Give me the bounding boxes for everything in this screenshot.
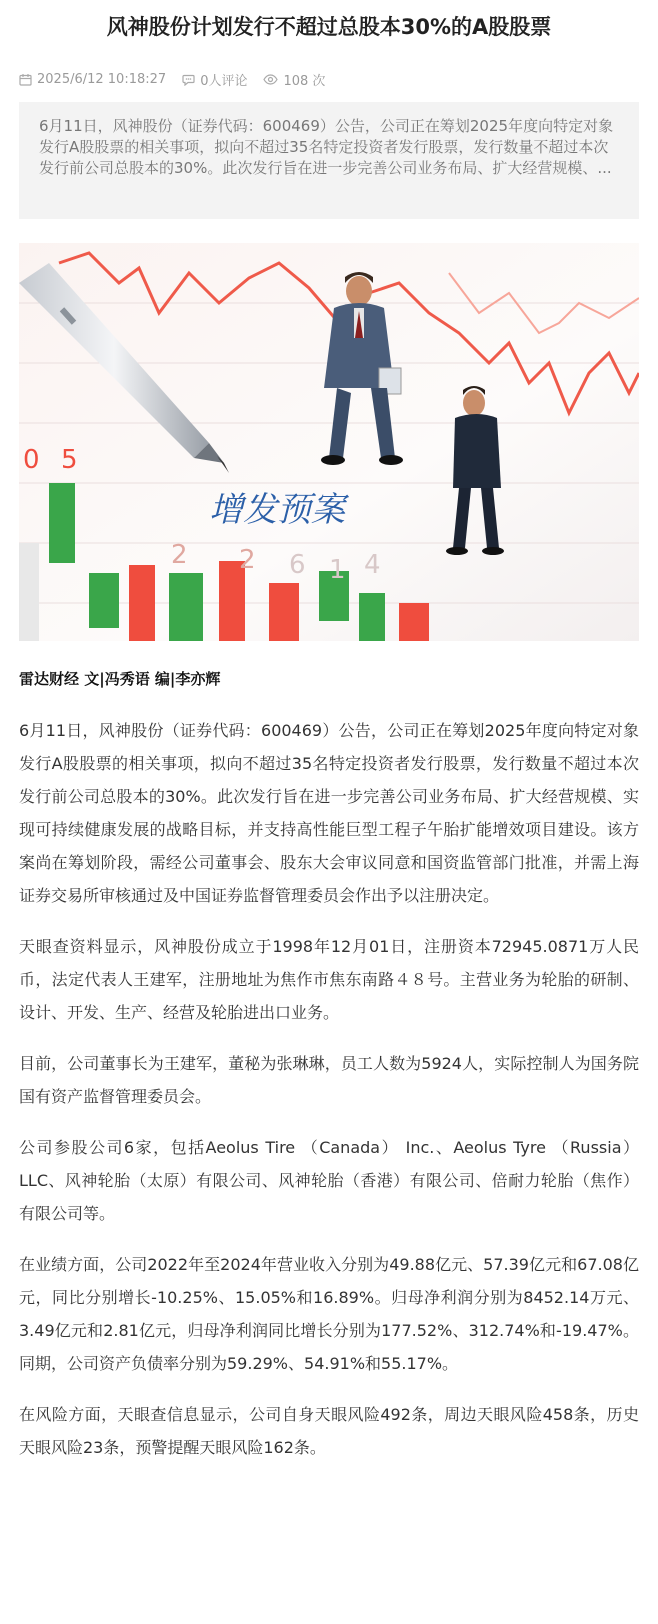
hero-number: 6: [289, 550, 306, 580]
paragraph: 天眼查资料显示，风神股份成立于1998年12月01日，注册资本72945.0871万人民币，法定代表人王建军，注册地址为焦作市焦东南路４８号。主营业务为轮胎的研制、设计、开发、生产、经营及轮胎进出口业务。: [19, 937, 639, 1022]
article-title: 风神股份计划发行不超过总股本30%的A股股票: [106, 15, 552, 39]
article-body: [19, 714, 639, 1464]
hero-number: 2: [171, 540, 188, 570]
article-summary: 6月11日，风神股份（证券代码：600469）公告，公司正在筹划2025年度向特定对象发行A股股票的相关事项，拟向不超过35名特定投资者发行股票，发行数量不超过本次发行前公司总股本的30%。此次发行旨在进一步完善公司业务布局、扩大经营规模、...: [19, 102, 639, 219]
hero-number: 1: [329, 555, 346, 585]
article-byline: 雷达财经 文|冯秀语 编|李亦辉: [19, 670, 221, 688]
hero-caption: 增发预案: [209, 490, 345, 530]
paragraph: 公司参股公司6家，包括Aeolus Tire （Canada） Inc.、Aeolus Tyre （Russia） LLC、风神轮胎（太原）有限公司、风神轮胎（香港）有限公司、倍耐力轮胎（焦作）有限公司等。: [19, 1138, 639, 1223]
paragraph: 在风险方面，天眼查信息显示，公司自身天眼风险492条，周边天眼风险458条，历史天眼风险23条，预警提醒天眼风险162条。: [19, 1405, 639, 1457]
comment-count[interactable]: [182, 70, 247, 89]
paragraph: 6月11日，风神股份（证券代码：600469）公告，公司正在筹划2025年度向特定对象发行A股股票的相关事项，拟向不超过35名特定投资者发行股票，发行数量不超过本次发行前公司总股本的30%。此次发行旨在进一步完善公司业务布局、扩大经营规模、实现可持续健康发展的战略目标，并支持高性能巨型工程子午胎扩能增效项目建设。该方案尚在筹划阶段，需经公司董事会、股东大会审议同意和国资监管部门批准，并需上海证券交易所审核通过及中国证券监督管理委员会作出予以注册决定。: [19, 721, 639, 905]
hero-number: 5: [61, 445, 78, 475]
view-count: [263, 70, 325, 89]
view-count-text: 108 次: [283, 73, 326, 89]
paragraph: 目前，公司董事长为王建军，董秘为张琳琳，员工人数为5924人，实际控制人为国务院国有资产监督管理委员会。: [19, 1054, 639, 1106]
eye-icon: [263, 73, 278, 86]
hero-number: 2: [239, 545, 256, 575]
hero-number: 4: [364, 550, 381, 580]
comment-icon: [182, 73, 195, 86]
comment-count-text: 0人评论: [200, 73, 248, 89]
publish-time: [19, 72, 166, 87]
calendar-icon: [19, 73, 32, 86]
hero-number: 0: [23, 445, 40, 475]
paragraph: 在业绩方面，公司2022年至2024年营业收入分别为49.88亿元、57.39亿元和67.08亿元，同比分别增长-10.25%、15.05%和16.89%。归母净利润分别为8452.14万元、3.49亿元和2.81亿元，归母净利润同比增长分别为177.52%、312.74%和-19.47%。同期，公司资产负债率分别为59.29%、54.91%和55.17%。: [19, 1255, 639, 1373]
publish-time-text: 2025/6/12 10:18:27: [37, 71, 167, 87]
hero-image: [19, 243, 639, 641]
article-meta: [19, 64, 639, 94]
